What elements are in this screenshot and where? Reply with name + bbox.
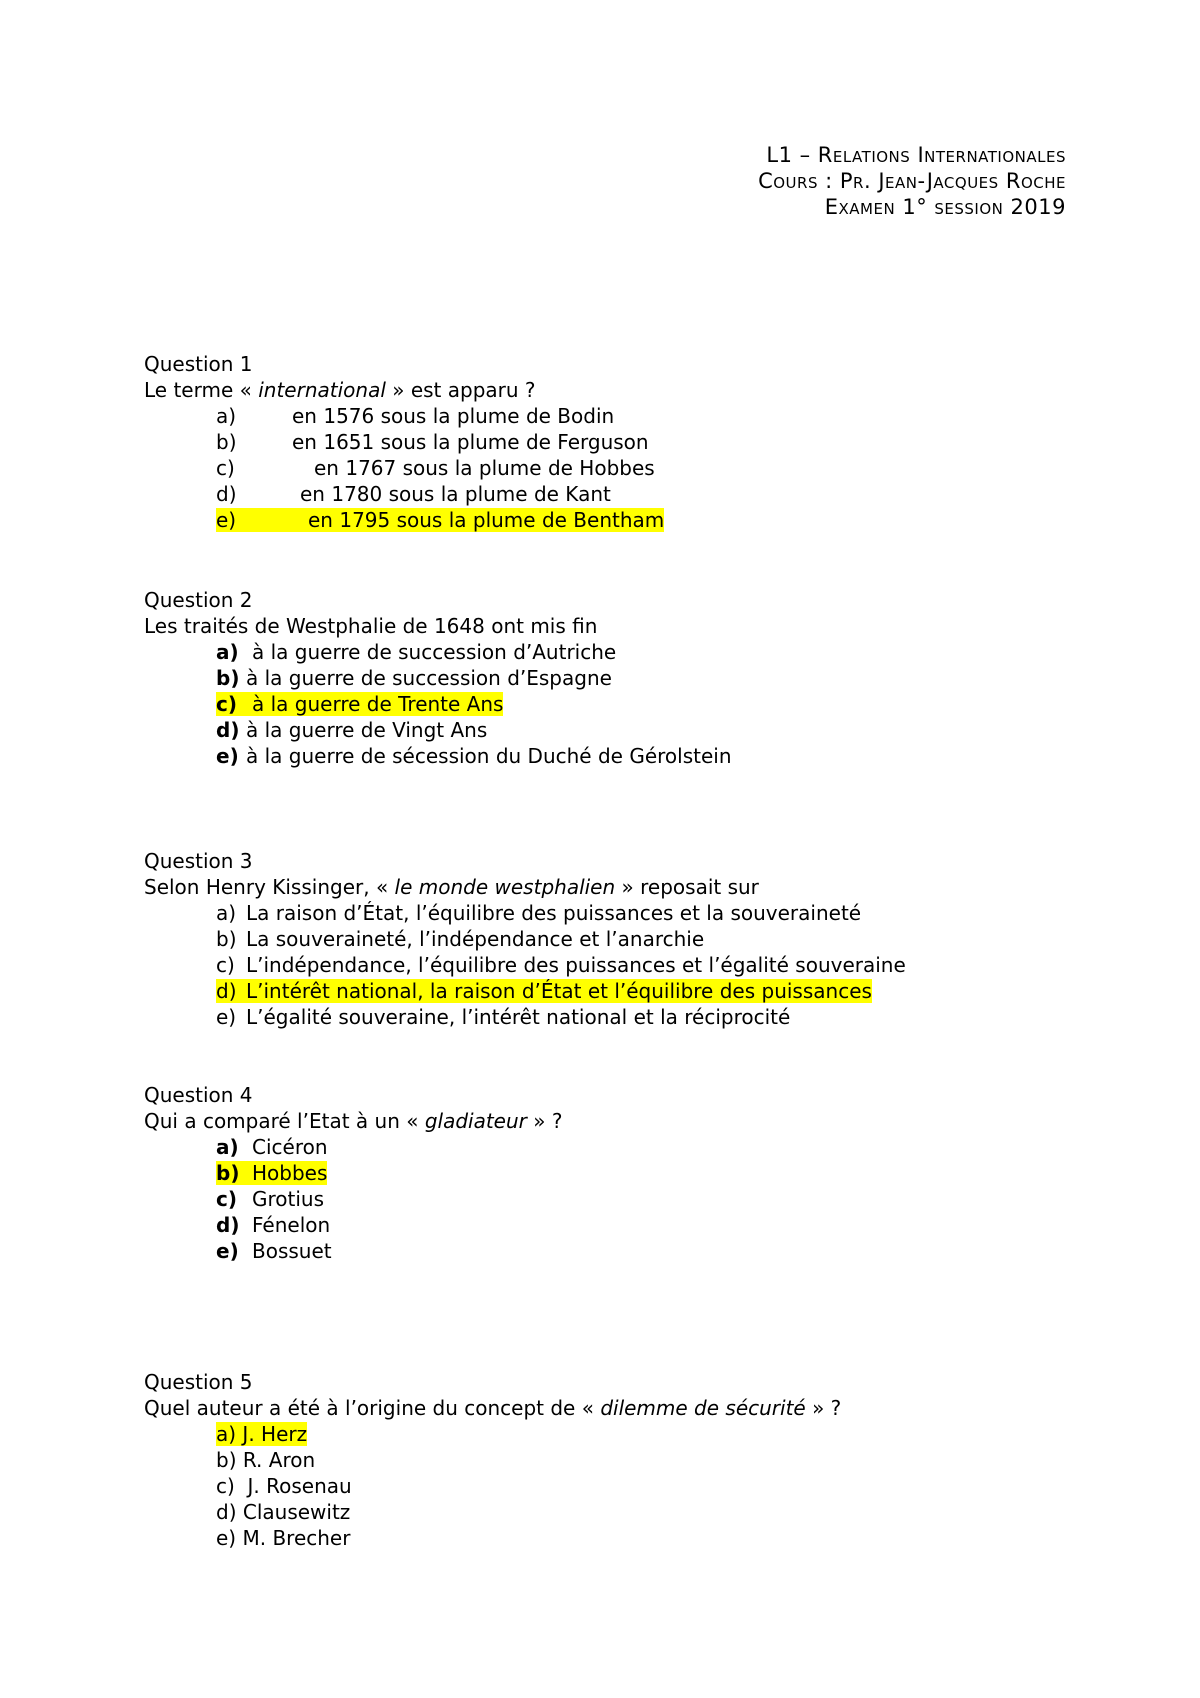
- option-d: d) à la guerre de Vingt Ans: [216, 718, 488, 742]
- option-e: e) à la guerre de sécession du Duché de Gérolstein: [216, 744, 732, 768]
- question-title: Question 5: [144, 1370, 253, 1394]
- question-3: [144, 848, 1104, 1030]
- option-d: d) en 1780 sous la plume de Kant: [216, 482, 611, 506]
- question-2: [144, 587, 1104, 769]
- option-c: c) Grotius: [216, 1187, 325, 1211]
- question-title: Question 2: [144, 588, 253, 612]
- answer-highlight: c) à la guerre de Trente Ans: [216, 692, 504, 716]
- option-a: a) à la guerre de succession d’Autriche: [216, 640, 617, 664]
- question-prompt: Les traités de Westphalie de 1648 ont mis fin: [144, 614, 598, 638]
- question-1: [144, 351, 1104, 533]
- option-a: a) Cicéron: [216, 1135, 328, 1159]
- option-c: c) en 1767 sous la plume de Hobbes: [216, 456, 655, 480]
- question-prompt: Selon Henry Kissinger, « le monde westphalien » reposait sur: [144, 875, 759, 899]
- answer-highlight: b) Hobbes: [216, 1161, 328, 1185]
- option-e: e) L’égalité souveraine, l’intérêt national et la réciprocité: [216, 1005, 791, 1029]
- answer-highlight: a) J. Herz: [216, 1422, 308, 1446]
- option-a: a) en 1576 sous la plume de Bodin: [216, 404, 615, 428]
- course-title: L1 – Relations Internationales: [766, 143, 1066, 167]
- option-c: c) L’indépendance, l’équilibre des puissances et l’égalité souveraine: [216, 953, 906, 977]
- option-c-correct: [144, 691, 1104, 717]
- question-title: Question 1: [144, 352, 253, 376]
- option-e: e) Bossuet: [216, 1239, 332, 1263]
- option-d: d) Fénelon: [216, 1213, 331, 1237]
- question-prompt: Quel auteur a été à l’origine du concept de « dilemme de sécurité » ?: [144, 1396, 842, 1420]
- option-b: b) La souveraineté, l’indépendance et l’anarchie: [216, 927, 705, 951]
- course-professor: Cours : Pr. Jean-Jacques Roche: [758, 169, 1066, 193]
- option-b-correct: [144, 1160, 1104, 1186]
- exam-header: [758, 142, 1066, 220]
- option-d-correct: [144, 978, 1104, 1004]
- question-title: Question 3: [144, 849, 253, 873]
- option-b: b) R. Aron: [216, 1448, 316, 1472]
- question-5: [144, 1369, 1104, 1551]
- option-b: b) en 1651 sous la plume de Ferguson: [216, 430, 649, 454]
- option-e: e) M. Brecher: [216, 1526, 351, 1550]
- option-b: b) à la guerre de succession d’Espagne: [216, 666, 612, 690]
- question-prompt: Le terme « international » est apparu ?: [144, 378, 536, 402]
- option-d: d) Clausewitz: [216, 1500, 351, 1524]
- exam-session: Examen 1° session 2019: [824, 195, 1066, 219]
- answer-highlight: d) L’intérêt national, la raison d’État et l’équilibre des puissances: [216, 979, 872, 1003]
- question-prompt: Qui a comparé l’Etat à un « gladiateur » ?: [144, 1109, 563, 1133]
- answer-highlight: e) en 1795 sous la plume de Bentham: [216, 508, 665, 532]
- option-e-correct: [144, 507, 1104, 533]
- question-title: Question 4: [144, 1083, 253, 1107]
- question-4: [144, 1082, 1104, 1264]
- option-a: a) La raison d’État, l’équilibre des puissances et la souveraineté: [216, 901, 862, 925]
- option-a-correct: [144, 1421, 1104, 1447]
- option-c: c) J. Rosenau: [216, 1474, 352, 1498]
